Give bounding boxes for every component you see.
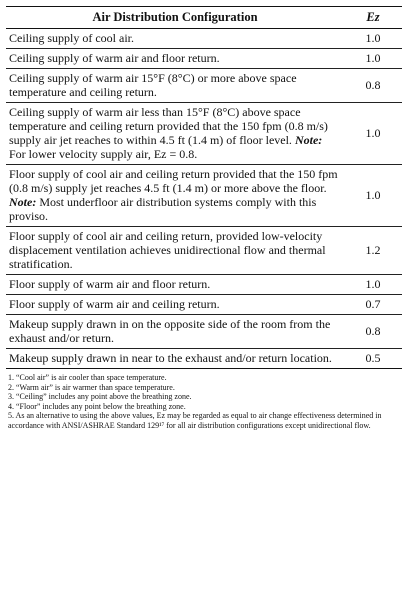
row-ez-value: 0.5 xyxy=(344,349,402,369)
row-ez-value: 1.0 xyxy=(344,29,402,49)
row-description xyxy=(6,349,344,369)
row-description-text: Floor supply of warm air and ceiling return. xyxy=(9,297,220,311)
row-description-text: Makeup supply drawn in on the opposite side of the room from the exhaust and/or return. xyxy=(9,317,331,345)
row-description xyxy=(6,49,344,69)
row-description-text: Makeup supply drawn in near to the exhaust and/or return location. xyxy=(9,351,332,365)
table-row xyxy=(6,165,402,227)
row-ez-value: 1.2 xyxy=(344,227,402,275)
row-description xyxy=(6,165,344,227)
footnote: 4. “Floor” includes any point below the breathing zone. xyxy=(8,401,186,411)
table-row xyxy=(6,295,402,315)
row-description-text: Floor supply of cool air and ceiling return, provided low-velocity displacement ventilation achieves unidirectional flow and thermal stratification. xyxy=(9,229,326,271)
ez-table-region xyxy=(6,6,402,430)
footnotes xyxy=(6,373,402,430)
row-ez-value: 1.0 xyxy=(344,49,402,69)
row-description-text: Floor supply of warm air and floor return. xyxy=(9,277,211,291)
row-note-text: Most underfloor air distribution systems comply with this proviso. xyxy=(9,195,317,223)
row-description xyxy=(6,103,344,165)
header-ez: Ez xyxy=(344,7,402,29)
row-note-label: Note: xyxy=(294,133,323,147)
table-row xyxy=(6,349,402,369)
table-row xyxy=(6,49,402,69)
table-row xyxy=(6,69,402,103)
table-row xyxy=(6,29,402,49)
row-ez-value: 1.0 xyxy=(344,165,402,227)
table-row xyxy=(6,275,402,295)
row-note-label: Note: xyxy=(9,195,37,209)
row-ez-value: 0.8 xyxy=(344,69,402,103)
table-row xyxy=(6,315,402,349)
footnote: 1. “Cool air” is air cooler than space temperature. xyxy=(8,373,167,382)
footnote: 5. As an alternative to using the above values, Ez may be regarded as equal to air change effectiveness determined in accordance with ANSI/ASHRAE Standard 129¹⁷ for all air distribution configurations except unidirectional flow. xyxy=(8,411,382,430)
header-configuration: Air Distribution Configuration xyxy=(6,7,344,29)
row-description-text: Ceiling supply of warm air 15°F (8°C) or more above space temperature and ceiling return. xyxy=(9,71,297,99)
row-ez-value: 0.7 xyxy=(344,295,402,315)
row-description xyxy=(6,227,344,275)
row-description xyxy=(6,69,344,103)
air-distribution-table xyxy=(6,6,402,369)
row-ez-value: 0.8 xyxy=(344,315,402,349)
table-row xyxy=(6,103,402,165)
row-description xyxy=(6,315,344,349)
row-description xyxy=(6,275,344,295)
row-ez-value: 1.0 xyxy=(344,275,402,295)
row-description xyxy=(6,295,344,315)
row-description-text: Ceiling supply of warm air and floor return. xyxy=(9,51,220,65)
row-description xyxy=(6,29,344,49)
row-description-text: Ceiling supply of cool air. xyxy=(9,31,134,45)
table-body xyxy=(6,29,402,369)
footnote: 2. “Warm air” is air warmer than space temperature. xyxy=(8,382,175,392)
row-description-text: Ceiling supply of warm air less than 15°F (8°C) above space temperature and ceiling return provided that the 150 fpm (0.8 m/s) supply air jet reaches to within 4.5 ft (1.4 m) of floor level. xyxy=(9,105,328,147)
row-ez-value: 1.0 xyxy=(344,103,402,165)
row-note-text: For lower velocity supply air, Ez = 0.8. xyxy=(9,147,198,161)
table-header-row xyxy=(6,7,402,29)
footnote: 3. “Ceiling” includes any point above the breathing zone. xyxy=(8,392,192,401)
row-description-text: Floor supply of cool air and ceiling return provided that the 150 fpm (0.8 m/s) supply jet reaches 4.5 ft (1.4 m) or more above the floor. xyxy=(9,167,338,195)
table-row xyxy=(6,227,402,275)
